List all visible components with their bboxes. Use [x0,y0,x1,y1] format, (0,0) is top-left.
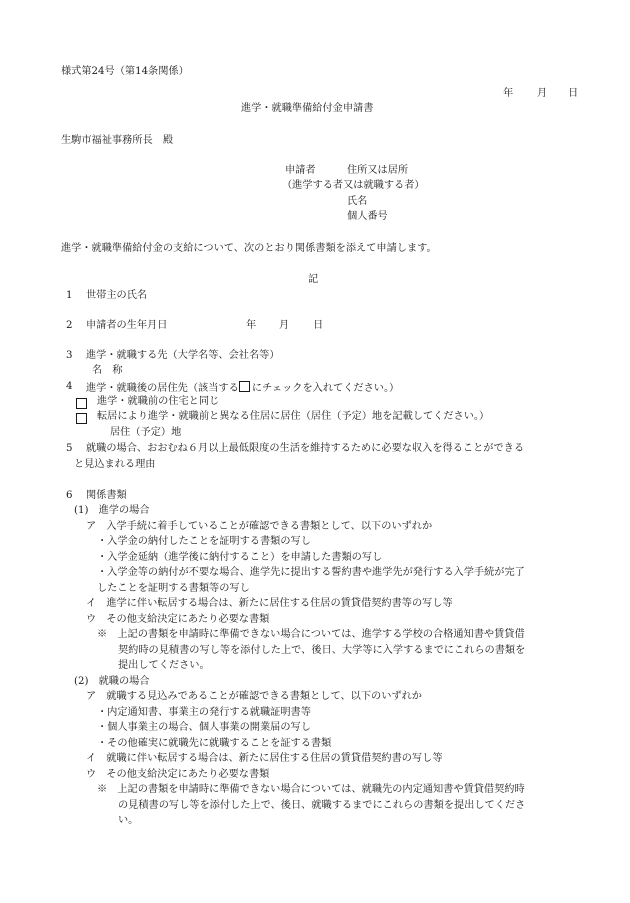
item6-number: 6 [66,490,73,501]
new-residence-checkbox[interactable] [76,413,87,424]
shushoku-note-line3: い。 [118,815,139,826]
item4-text [86,381,399,395]
shushoku-a2: ・個人事業主の場合、個人事業の開業届の写し [97,722,311,733]
item2-month: 月 [279,320,290,331]
intro-text: 進学・就職準備給付金の支給について、次のとおり関係書類を添えて申請します。 [61,243,437,254]
id-number-label: 個人番号 [347,211,388,222]
shushoku-i: イ 就職に伴い転居する場合は、新たに居住する住居の賃貸借契約書の写し等 [86,753,443,764]
address-note: （進学する者又は就職する者） [282,180,425,191]
item4-text-after: にチェックを入れてください。） [251,383,400,394]
shushoku-note-line2: の見積書の写し等を添付した上で、後日、就職するまでにこれらの書類を提出してくださ [118,800,526,811]
same-residence-label: 進学・就職前の住宅と同じ [97,396,220,407]
shingaku-i: イ 進学に伴い転居する場合は、新たに居住する住居の賃貸借契約書等の写し等 [86,598,453,609]
applicant-label: 申請者 [285,165,316,176]
ki-label: 記 [308,274,319,285]
item2-day: 日 [313,320,324,331]
date-day: 日 [568,88,579,99]
shushoku-a: ア 就職する見込みであることが確認できる書類として、以下のいずれか [86,691,422,702]
page-title: 進学・就職準備給付金申請書 [241,103,374,114]
item4-text-before: 進学・就職後の居住先（該当する [86,383,239,394]
name-label: 氏名 [347,196,368,207]
item2-number: 2 [66,320,73,331]
item3-sub: 名 称 [92,365,123,376]
checkbox-icon [239,381,250,392]
shingaku-note-line2: 契約時の見積書の写し等を添付した上で、後日、大学等に入学するまでにこれらの書類を [118,645,526,656]
shingaku-note-line1: ※ 上記の書類を申請時に準備できない場合については、進学する学校の合格通知書や賃貸借 [97,629,525,640]
item2-year: 年 [246,320,257,331]
new-residence-sub: 居住（予定）地 [110,427,182,438]
item6-text: 関係書類 [86,490,127,501]
shushoku-a3: ・その他確実に就職先に就職することを証する書類 [97,738,332,749]
new-residence-label: 転居により進学・就職前と異なる住居に居住（居住（予定）地を記載してください。） [97,411,490,422]
item3-number: 3 [66,350,73,361]
date-month: 月 [537,88,548,99]
item5-line2: と見込まれる理由 [74,459,156,470]
shushoku-u: ウ その他支給決定にあたり必要な書類 [86,769,270,780]
item4-number: 4 [66,381,73,392]
item3-text: 進学・就職する先（大学名等、会社名等） [86,350,280,361]
shushoku-heading: (2) 就職の場合 [74,676,150,687]
item5-number: 5 [66,443,73,454]
form-number: 様式第24号（第14条関係） [61,66,189,77]
shushoku-a1: ・内定通知書、事業主の発行する就職証明書等 [97,707,311,718]
item2-text: 申請者の生年月日 [86,320,168,331]
address-label: 住所又は居所 [347,165,409,176]
shushoku-note-line1: ※ 上記の書類を申請時に準備できない場合については、就職先の内定通知書や賃貸借契約時 [97,784,525,795]
shingaku-heading: (1) 進学の場合 [74,505,150,516]
same-residence-checkbox[interactable] [76,398,87,409]
item1-text: 世帯主の氏名 [86,290,148,301]
item5-line1: 就職の場合、おおむね６月以上最低限度の生活を維持するために必要な収入を得ることができる [86,443,525,454]
shingaku-a3-line2: したことを証明する書類等の写し [97,583,250,594]
shingaku-u: ウ その他支給決定にあたり必要な書類 [86,614,270,625]
shingaku-a: ア 入学手続に着手していることが確認できる書類として、以下のいずれか [86,521,433,532]
shingaku-a2: ・入学金延納（進学後に納付すること）を申請した書類の写し [97,552,383,563]
item1-number: 1 [66,290,73,301]
shingaku-a1: ・入学金の納付したことを証明する書類の写し [97,536,311,547]
shingaku-a3-line1: ・入学金等の納付が不要な場合、進学先に提出する誓約書や進学先が発行する入学手続が完了 [97,567,525,578]
shingaku-note-line3: 提出してください。 [118,660,210,671]
date-year: 年 [503,88,514,99]
addressee: 生駒市福祉事務所長 殿 [61,135,174,146]
